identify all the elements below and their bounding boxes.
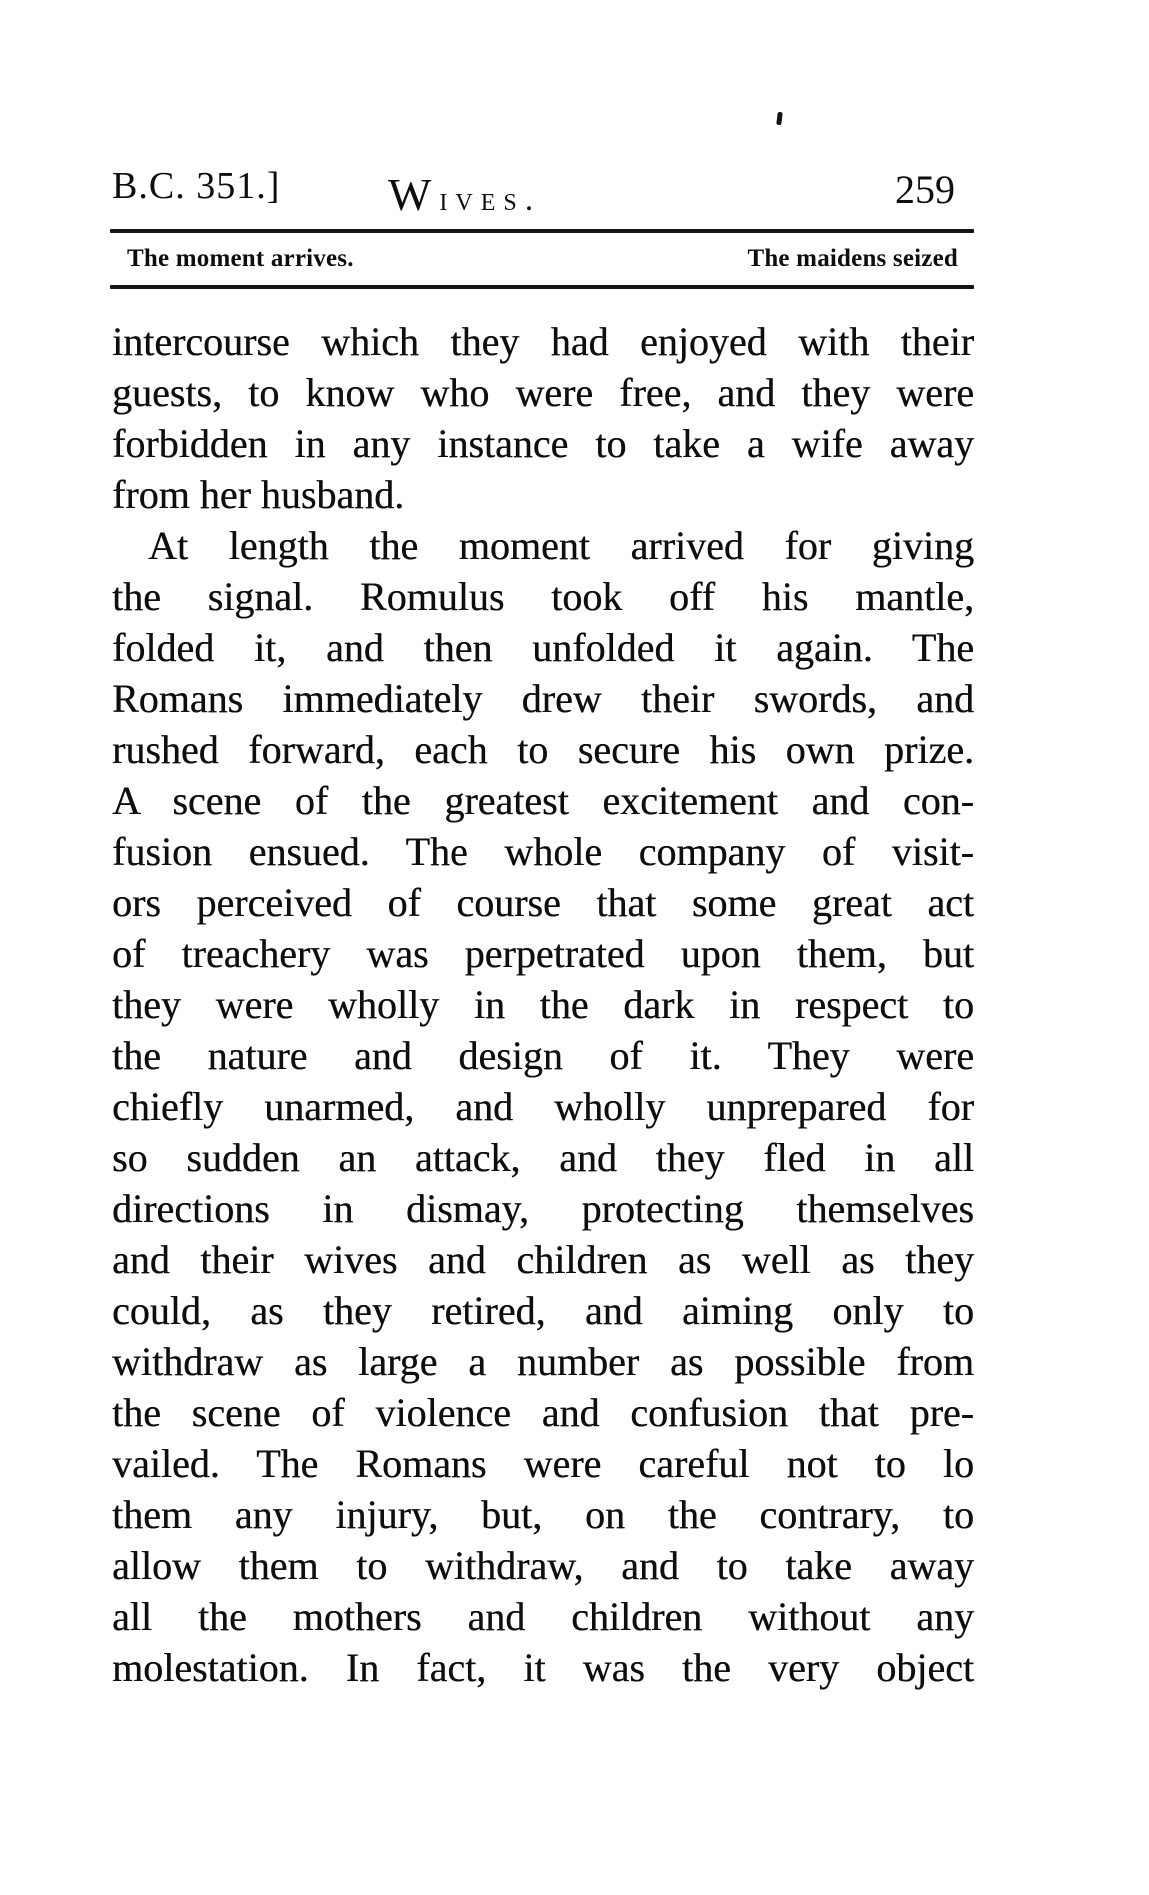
ink-speck	[776, 112, 783, 126]
text-line: them any injury, but, on the contrary, to	[112, 1492, 974, 1537]
text-line: allow them to withdraw, and to take away	[112, 1543, 974, 1588]
text-line: A scene of the greatest excitement and con-	[112, 778, 974, 823]
text-line: from her husband.	[112, 472, 405, 517]
text-line: the nature and design of it. They were	[112, 1033, 974, 1078]
horizontal-rule-bottom	[110, 285, 974, 289]
text-line: chiefly unarmed, and wholly unprepared for	[112, 1084, 974, 1129]
text-line: guests, to know who were free, and they were	[112, 370, 974, 415]
text-line: molestation. In fact, it was the very object	[112, 1645, 974, 1690]
header-era: B.C. 351.]	[112, 165, 281, 207]
text-line: vailed. The Romans were careful not to lo	[112, 1441, 974, 1486]
running-head-left: The moment arrives.	[127, 245, 354, 272]
text-line: withdraw as large a number as possible from	[112, 1339, 974, 1384]
running-head-right: The maidens seized	[747, 245, 958, 272]
text-line: they were wholly in the dark in respect to	[112, 982, 974, 1027]
text-line: all the mothers and children without any	[112, 1594, 974, 1639]
text-line: Romans immediately drew their swords, and	[112, 676, 974, 721]
text-line: could, as they retired, and aiming only to	[112, 1288, 974, 1333]
text-line: of treachery was perpetrated upon them, but	[112, 931, 974, 976]
body-text	[112, 316, 974, 1693]
horizontal-rule-top	[110, 229, 974, 233]
page-title: Wives.	[388, 169, 542, 220]
text-line: intercourse which they had enjoyed with their	[112, 319, 974, 364]
text-line: the signal. Romulus took off his mantle,	[112, 574, 974, 619]
text-line: rushed forward, each to secure his own prize.	[112, 727, 974, 772]
text-line: the scene of violence and confusion that pre-	[112, 1390, 974, 1435]
page-number: 259	[895, 167, 955, 212]
text-line: At length the moment arrived for giving	[148, 523, 974, 568]
text-line: so sudden an attack, and they fled in all	[112, 1135, 974, 1180]
text-line: directions in dismay, protecting themselves	[112, 1186, 974, 1231]
text-line: fusion ensued. The whole company of visit-	[112, 829, 974, 874]
text-line: and their wives and children as well as they	[112, 1237, 974, 1282]
text-line: forbidden in any instance to take a wife away	[112, 421, 974, 466]
text-line: ors perceived of course that some great act	[112, 880, 974, 925]
text-line: folded it, and then unfolded it again. The	[112, 625, 974, 670]
